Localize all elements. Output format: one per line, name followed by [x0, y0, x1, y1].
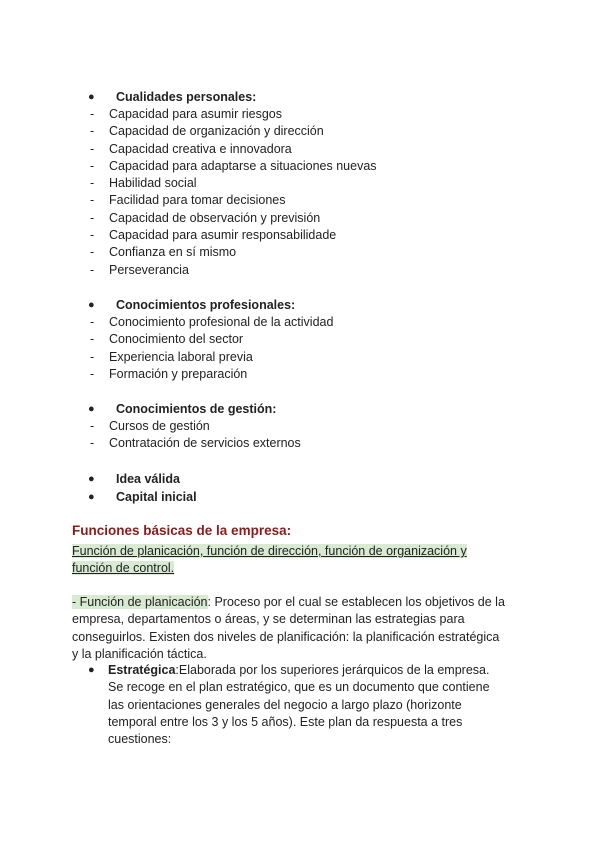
paragraph-text: :Elaborada por los superiores jerárquicos de la empresa. — [175, 663, 490, 677]
bullet-icon: ● — [88, 473, 95, 485]
functions-title: Funciones básicas de la empresa: — [72, 523, 292, 538]
dash-list — [0, 418, 600, 453]
paragraph-line: cuestiones: — [108, 732, 172, 747]
paragraph-line — [72, 594, 542, 611]
dash-marker: - — [90, 419, 95, 433]
dash-marker: - — [90, 349, 95, 364]
list-item — [0, 141, 600, 158]
list-item-text: Capacidad de observación y previsión — [109, 210, 321, 225]
bullet-capital — [0, 488, 600, 506]
section-heading — [0, 400, 600, 418]
list-item-text: Capacidad de organización y dirección — [109, 124, 324, 139]
list-item-text: Capacidad para adaptarse a situaciones nuevas — [109, 158, 377, 173]
dash-marker: - — [90, 124, 95, 139]
list-item-text: Cursos de gestión — [109, 419, 210, 433]
list-item — [0, 123, 600, 140]
bullet-icon: ● — [88, 299, 95, 311]
paragraph-line: temporal entre los 3 y los 5 años). Este plan da respuesta a tres — [108, 714, 463, 729]
summary-line — [72, 560, 542, 577]
list-item — [0, 262, 600, 279]
paragraph-text: : Proceso por el cual se establecen los objetivos de la — [207, 595, 505, 609]
list-item — [0, 227, 600, 244]
dash-marker: - — [90, 210, 95, 225]
list-item-text: Capacidad para asumir riesgos — [109, 107, 283, 121]
section-heading — [0, 296, 600, 314]
section-extra-requirements — [0, 470, 600, 506]
planning-paragraph — [72, 594, 542, 663]
list-item — [0, 244, 600, 261]
dash-marker: - — [90, 141, 95, 156]
dash-marker: - — [90, 176, 95, 191]
bullet-icon: ● — [88, 91, 95, 103]
section-management-knowledge — [0, 400, 600, 453]
list-item — [0, 314, 600, 331]
list-item-text: Capacidad para asumir responsabilidade — [109, 228, 337, 243]
paragraph-line: conseguirlos. Existen dos niveles de planificación: la planificación estratégica — [72, 629, 500, 644]
list-item-text: Facilidad para tomar decisiones — [109, 193, 286, 208]
list-item-text: Habilidad social — [109, 176, 197, 191]
list-item — [0, 366, 600, 383]
list-item-text: Conocimiento del sector — [109, 332, 244, 347]
list-item — [0, 418, 600, 435]
list-item-text: Formación y preparación — [109, 366, 248, 381]
list-item — [0, 210, 600, 227]
list-item-text: Conocimiento profesional de la actividad — [109, 315, 334, 329]
section-professional-knowledge — [0, 296, 600, 383]
summary-line — [72, 543, 542, 560]
dash-marker: - — [90, 158, 95, 173]
bullet-idea — [0, 470, 600, 488]
dash-marker: - — [90, 436, 95, 451]
paragraph-line — [108, 662, 508, 679]
section-personal-qualities — [0, 88, 600, 279]
list-item-text: Contratación de servicios externos — [109, 436, 301, 451]
bullet-icon: ● — [88, 664, 95, 676]
heading-text: Idea válida — [116, 472, 180, 486]
section-heading — [0, 88, 600, 106]
list-item — [0, 435, 600, 452]
strategic-label: Estratégica — [108, 663, 176, 677]
heading-text: Conocimientos de gestión: — [116, 402, 277, 416]
list-item-text: Capacidad creativa e innovadora — [109, 141, 292, 156]
dash-marker: - — [90, 366, 95, 381]
list-item — [0, 331, 600, 348]
dash-marker: - — [90, 262, 95, 277]
heading-text: Capital inicial — [116, 490, 197, 504]
summary-text: función de control. — [72, 561, 175, 576]
dash-marker: - — [90, 332, 95, 347]
list-item — [0, 106, 600, 123]
paragraph-line: empresa, departamentos o áreas, y se determinan las estrategias para — [72, 612, 465, 627]
planning-label: - Función de planicación — [72, 595, 208, 609]
list-item — [0, 349, 600, 366]
list-item — [0, 175, 600, 192]
dash-marker: - — [90, 228, 95, 243]
heading-text: Conocimientos profesionales: — [116, 298, 296, 312]
dash-marker: - — [90, 315, 95, 329]
paragraph-line: las orientaciones generales del negocio a largo plazo (horizonte — [108, 697, 462, 712]
bullet-icon: ● — [88, 491, 95, 503]
functions-summary — [72, 543, 542, 578]
list-item-text: Confianza en sí mismo — [109, 245, 237, 260]
dash-marker: - — [90, 107, 95, 121]
dash-marker: - — [90, 245, 95, 260]
bullet-icon: ● — [88, 403, 95, 415]
list-item — [0, 192, 600, 209]
strategic-body — [108, 662, 508, 748]
list-item-text: Perseverancia — [109, 262, 189, 277]
list-item — [0, 158, 600, 175]
paragraph-line: y la planificación táctica. — [72, 646, 207, 661]
dash-list — [0, 106, 600, 279]
dash-marker: - — [90, 193, 95, 208]
paragraph-line: Se recoge en el plan estratégico, que es un documento que contiene — [108, 680, 490, 695]
heading-text: Cualidades personales: — [116, 90, 257, 104]
summary-text: Función de planicación, función de dirección, función de organización y — [72, 544, 467, 558]
list-item-text: Experiencia laboral previa — [109, 349, 253, 364]
dash-list — [0, 314, 600, 383]
